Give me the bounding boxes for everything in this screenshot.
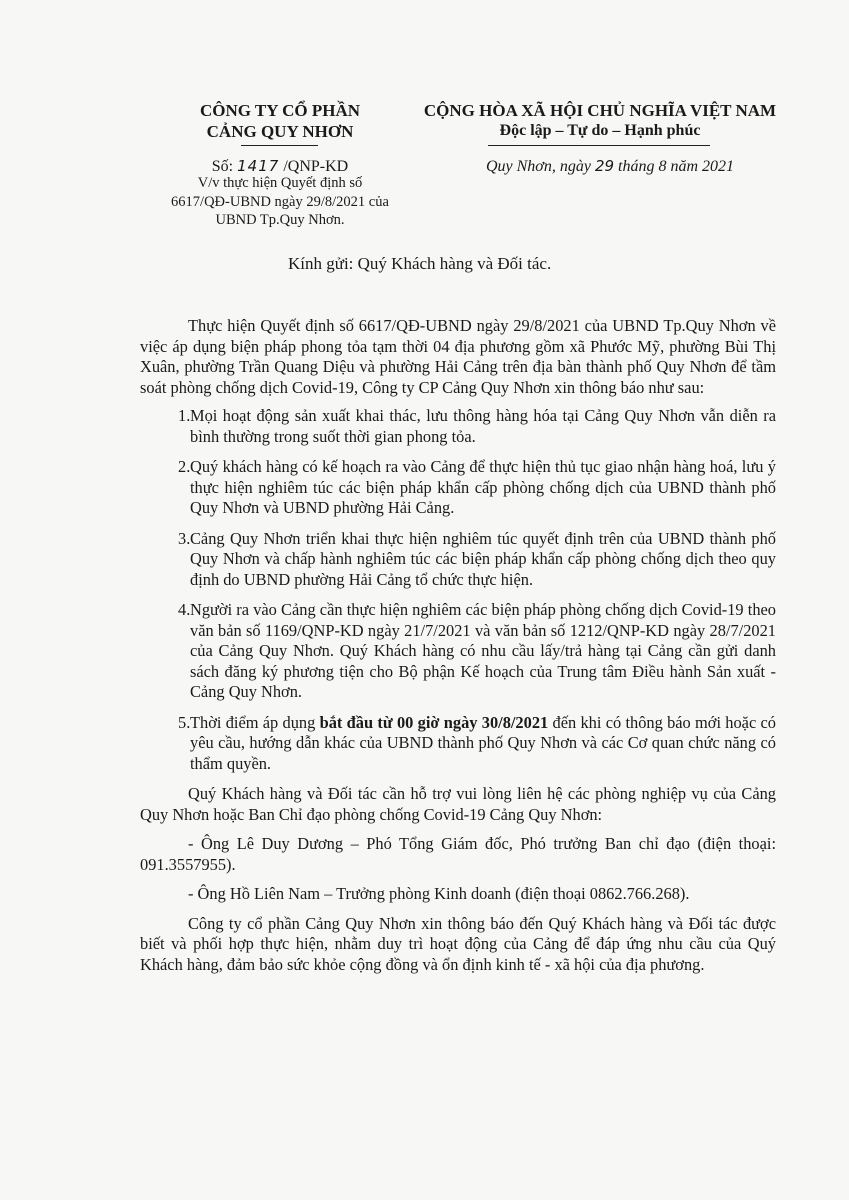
list-item: 3. Cảng Quy Nhơn triển khai thực hiện nghiêm túc quyết định trên của UBND thành phố Quy Nhơn và chấp hành nghiêm túc các biện pháp khẩn cấp phòng chống dịch theo quy định do UBND phường Hải Cảng tổ chức thực hiện. — [178, 528, 776, 589]
handwritten-number: 1417 — [237, 157, 280, 175]
support-paragraph: Quý Khách hàng và Đối tác cần hỗ trợ vui lòng liên hệ các phòng nghiệp vụ của Cảng Quy Nhơn hoặc Ban Chỉ đạo phòng chống Covid-19 Cảng Quy Nhơn: — [140, 784, 776, 824]
effective-time: bắt đầu từ 00 giờ ngày 30/8/2021 — [319, 712, 549, 732]
list-item: 4. Người ra vào Cảng cần thực hiện nghiêm các biện pháp phòng chống dịch Covid-19 theo văn bản số 1169/QNP-KD ngày 21/7/2021 và văn bản số 1212/QNP-KD ngày 28/7/2021 của Cảng Quy Nhơn. Quý Khách hàng có nhu cầu lấy/trả hàng tại Cảng cần gửi danh sách đăng ký phương tiện cho Bộ phận Kế hoạch của Trung tâm Điều hành Sản xuất - Cảng Quy Nhơn. — [178, 600, 776, 701]
list-item: 5. Thời điểm áp dụng bắt đầu từ 00 giờ ngày 30/8/2021 đến khi có thông báo mới hoặc có yêu cầu, hướng dẫn khác của UBND thành phố Quy Nhơn và các Cơ quan chức năng có thẩm quyền. — [178, 712, 776, 773]
national-motto: Độc lập – Tự do – Hạnh phúc — [499, 122, 701, 139]
salutation: Kính gửi: Quý Khách hàng và Đối tác. — [288, 254, 552, 273]
place-and-date: Quy Nhơn, ngày 29 tháng 8 năm 2021 — [485, 157, 735, 175]
closing-paragraph: Công ty cổ phần Cảng Quy Nhơn xin thông báo đến Quý Khách hàng và Đối tác được biết và phối hợp thực hiện, nhằm duy trì hoạt động của Cảng để đáp ứng nhu cầu của Quý Khách hàng, đảm bảo sức khỏe cộng đồng và ổn định kinh tế - xã hội của địa phương. — [140, 913, 776, 974]
handwritten-day: 29 — [594, 157, 615, 175]
organization-underline — [241, 145, 318, 146]
document-subject: V/v thực hiện Quyết định số 6617/QĐ-UBND ngày 29/8/2021 của UBND Tp.Quy Nhơn. — [171, 175, 389, 228]
motto-underline — [488, 145, 710, 146]
list-item: 1. Mọi hoạt động sản xuất khai thác, lưu thông hàng hóa tại Cảng Quy Nhơn vẫn diễn ra bình thường trong suốt thời gian phong tỏa. — [178, 406, 776, 446]
notice-list — [140, 406, 776, 774]
intro-paragraph: Thực hiện Quyết định số 6617/QĐ-UBND ngày 29/8/2021 của UBND Tp.Quy Nhơn về việc áp dụng biện pháp phong tỏa tạm thời 04 địa phương gồm xã Phước Mỹ, phường Bùi Thị Xuân, phường Trần Quang Diệu và phường Hải Cảng trên địa bàn thành phố Quy Nhơn để tầm soát phòng chống dịch Covid-19, Công ty CP Cảng Quy Nhơn xin thông báo như sau: — [140, 316, 776, 397]
contact-deputy-director: - Ông Lê Duy Dương – Phó Tổng Giám đốc, Phó trưởng Ban chỉ đạo (điện thoại: 091.3557955). — [140, 834, 776, 874]
national-title: CỘNG HÒA XÃ HỘI CHỦ NGHĨA VIỆT NAM — [423, 101, 777, 120]
document-body — [140, 316, 776, 975]
contact-sales-head: - Ông Hồ Liên Nam – Trưởng phòng Kinh doanh (điện thoại 0862.766.268). — [188, 884, 690, 903]
list-item: 2. Quý khách hàng có kế hoạch ra vào Cảng để thực hiện thủ tục giao nhận hàng hoá, lưu ý thực hiện nghiêm túc các biện pháp khẩn cấp phòng chống dịch của UBND thành phố Quy Nhơn và UBND phường Hải Cảng. — [178, 457, 776, 517]
organization-name: CÔNG TY CỔ PHẦN CẢNG QUY NHƠN — [199, 101, 361, 141]
document-number: Số: 1417 /QNP-KD — [211, 157, 349, 175]
